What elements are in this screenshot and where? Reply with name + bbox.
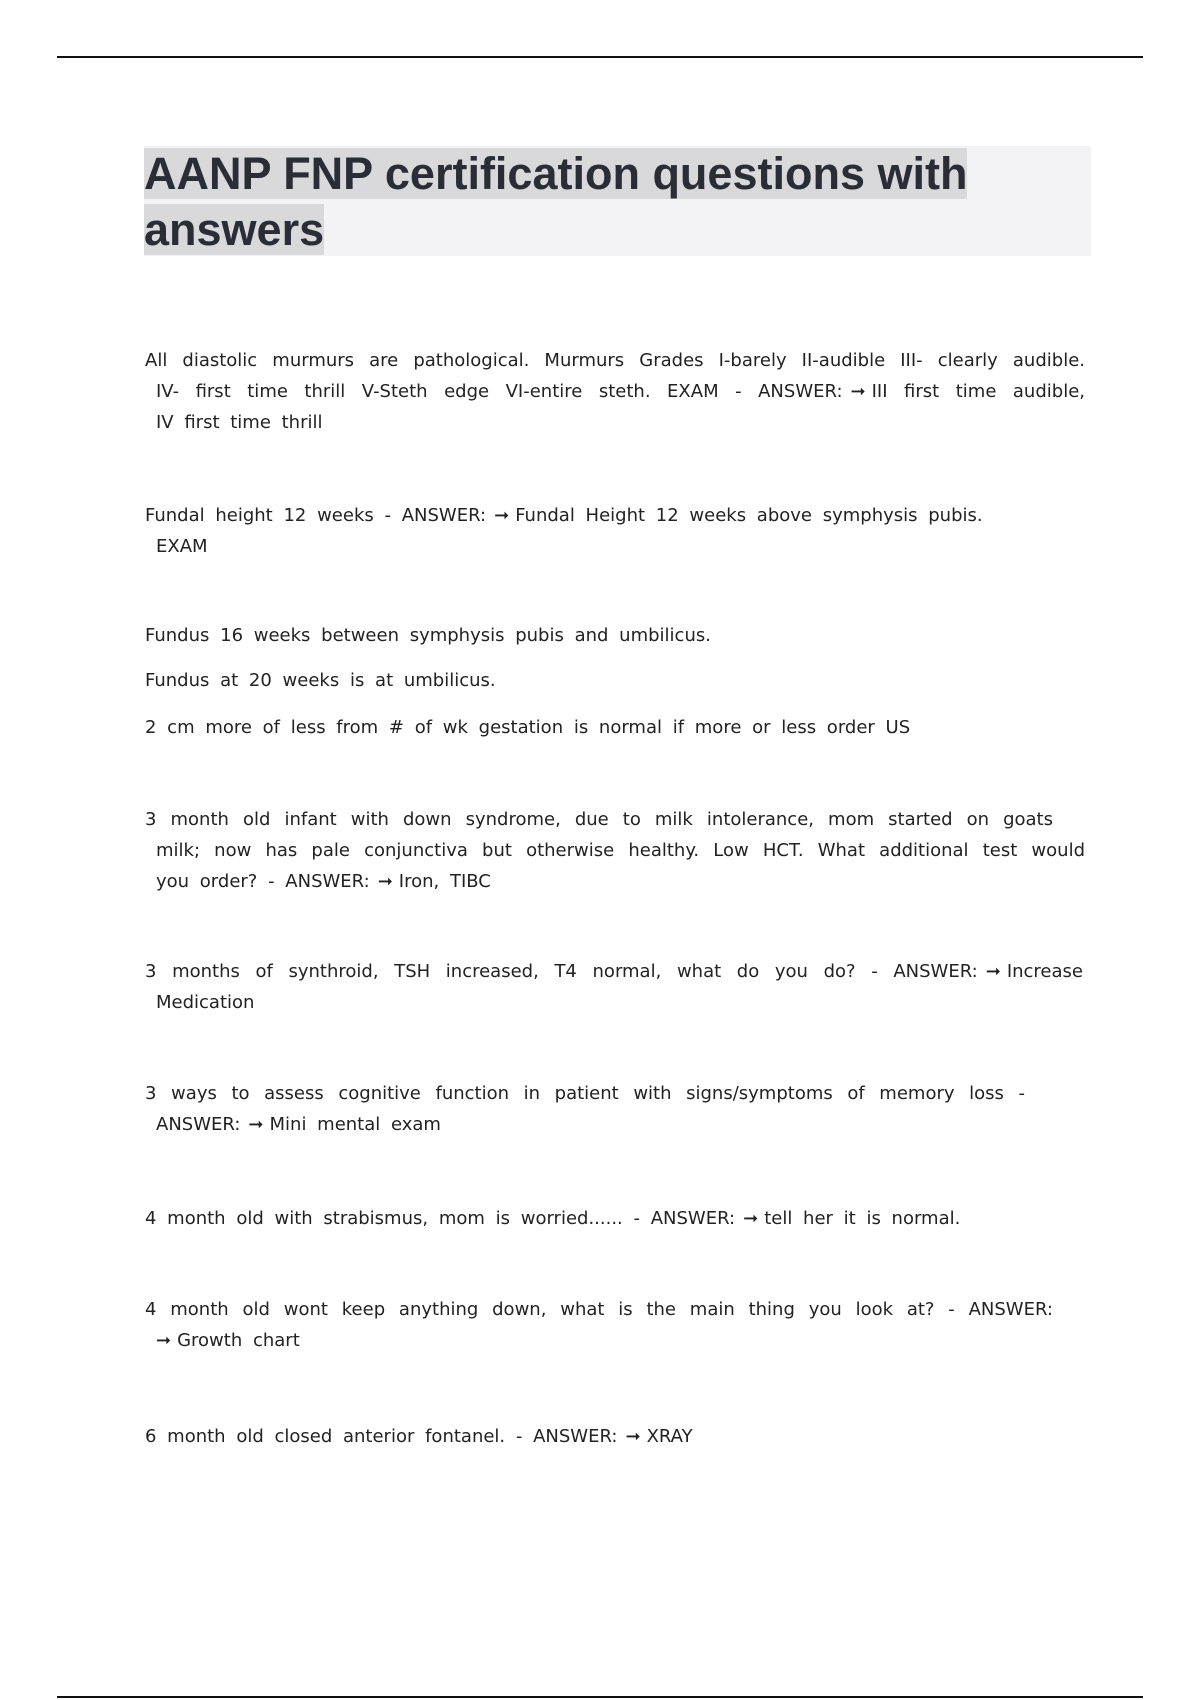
question-text: 3 months of synthroid, TSH increased, T4 normal, what do you do? - ANSWER: ➞ Increase — [145, 956, 1083, 987]
title-block — [144, 146, 1091, 256]
answer-text-cont: EXAM — [156, 536, 208, 557]
answer-text: Mini mental exam — [269, 1114, 441, 1135]
question-text: 6 month old closed anterior fontanel. - ANSWER: ➞ XRAY — [145, 1421, 1085, 1452]
note-gestation-cm: 2 cm more of less from # of wk gestation is normal if more or less order US — [145, 717, 911, 738]
qa-item-vomiting — [145, 1294, 1085, 1356]
question-text: 4 month old with strabismus, mom is worried...... - ANSWER: ➞ tell her it is normal. — [145, 1203, 1085, 1234]
answer-arrow-icon: ➞ — [156, 1330, 172, 1351]
qa-item-cognitive-function — [145, 1078, 1085, 1140]
answer-text: Increase — [1006, 961, 1083, 982]
page-title — [144, 146, 1091, 258]
question-text-cont: milk; now has pale conjunctiva but otherwise healthy. Low HCT. What additional test would — [156, 840, 1085, 861]
question-text-cont: IV- first time thrill V-Steth edge VI-entire steth. EXAM - ANSWER: ➞ III first time audible, — [145, 376, 1085, 407]
answer-arrow-icon: ➞ — [377, 871, 393, 892]
note-fundus-16-weeks: Fundus 16 weeks between symphysis pubis and umbilicus. — [145, 625, 711, 646]
qa-item-down-syndrome — [145, 804, 1085, 897]
answer-text: III first time audible, — [871, 381, 1085, 402]
answer-text: Fundal Height 12 weeks above symphysis pubis. — [515, 505, 983, 526]
answer-line: ANSWER: ➞ Mini mental exam — [145, 1109, 1085, 1140]
answer-text: Growth chart — [177, 1330, 300, 1351]
answer-arrow-icon: ➞ — [494, 505, 510, 526]
question-text-end: you order? - ANSWER: ➞ Iron, TIBC — [145, 866, 1085, 897]
answer-arrow-icon: ➞ — [625, 1426, 641, 1447]
answer-arrow-icon: ➞ — [985, 961, 1001, 982]
question-text: Fundal height 12 weeks - ANSWER: ➞ Fundal Height 12 weeks above symphysis pubis. — [145, 500, 1085, 531]
question-text: 4 month old wont keep anything down, what is the main thing you look at? - ANSWER: — [145, 1299, 1053, 1320]
answer-text-cont: IV first time thrill — [156, 412, 323, 433]
answer-text-cont: Medication — [156, 992, 255, 1013]
question-text: 3 month old infant with down syndrome, due to milk intolerance, mom started on goats — [145, 809, 1053, 830]
qa-item-murmurs — [145, 345, 1085, 438]
bottom-rule — [57, 1696, 1143, 1698]
question-text: 3 ways to assess cognitive function in patient with signs/symptoms of memory loss - — [145, 1083, 1025, 1104]
qa-item-strabismus — [145, 1203, 1085, 1234]
qa-item-fontanel — [145, 1421, 1085, 1452]
answer-arrow-icon: ➞ — [248, 1114, 264, 1135]
title-line-1: AANP FNP certification questions with — [144, 148, 968, 199]
question-text: All diastolic murmurs are pathological. Murmurs Grades I-barely II-audible III- clearly audible. — [145, 350, 1085, 371]
answer-text: XRAY — [646, 1426, 693, 1447]
answer-arrow-icon: ➞ — [743, 1208, 759, 1229]
title-line-2: answers — [144, 204, 325, 255]
answer-text: Iron, TIBC — [398, 871, 491, 892]
answer-line — [145, 1325, 1085, 1356]
note-fundus-20-weeks: Fundus at 20 weeks is at umbilicus. — [145, 670, 496, 691]
qa-item-synthroid — [145, 956, 1083, 1018]
answer-arrow-icon: ➞ — [850, 381, 866, 402]
top-rule — [57, 56, 1143, 58]
answer-text: tell her it is normal. — [764, 1208, 961, 1229]
qa-item-fundal-height — [145, 500, 1085, 562]
